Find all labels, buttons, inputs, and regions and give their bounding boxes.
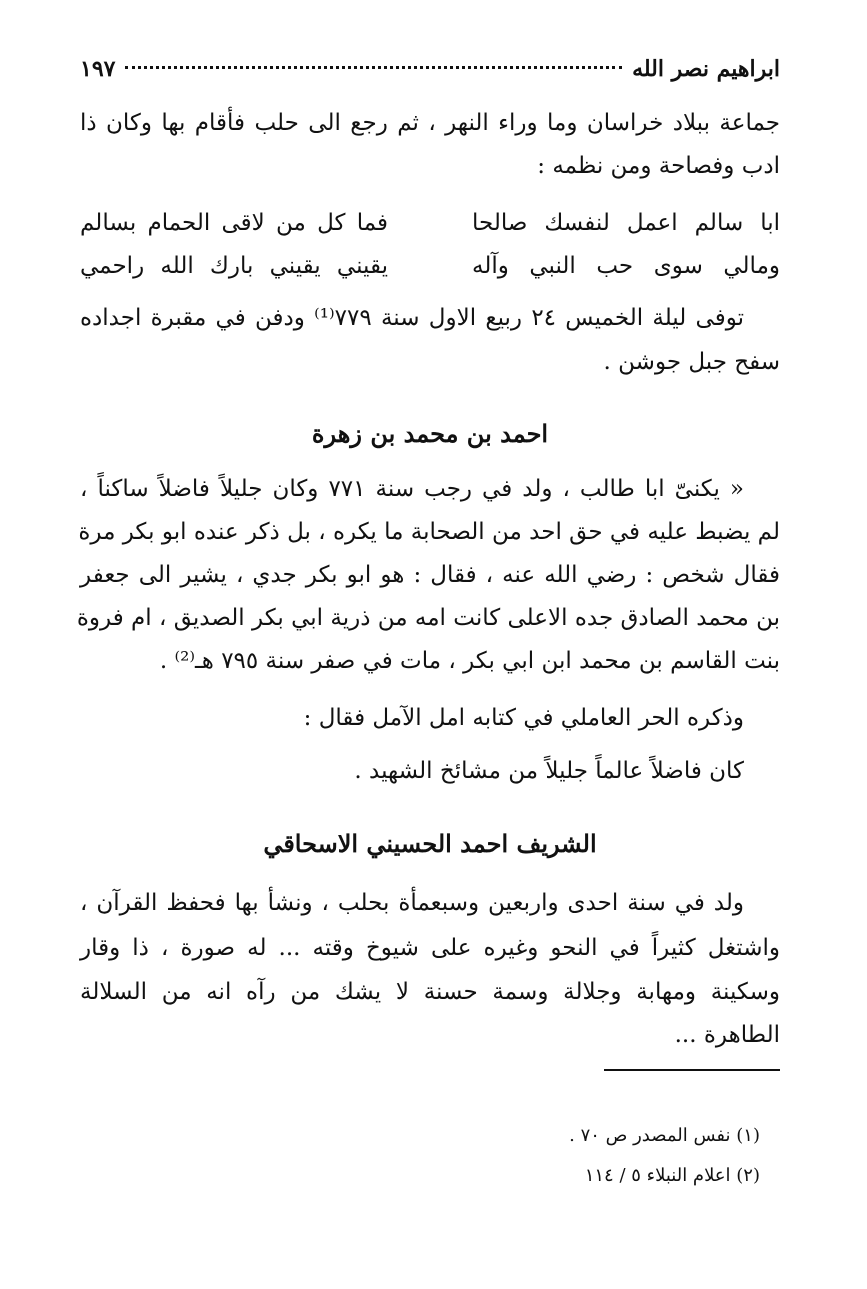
entry-heading: احمد بن محمد بن زهرة	[311, 419, 549, 448]
page-number: ١٩٧	[80, 56, 116, 82]
verse-second-hemistich: يقيني يقيني بارك الله راحمي	[80, 253, 388, 279]
verse-first-hemistich: ابا سالم اعمل لنفسك صالحا	[472, 210, 780, 236]
verse-second-hemistich: فما كل من لاقى الحمام بسالم	[80, 210, 388, 236]
paragraph-line: ولد في سنة احدى واربعين وسبعمأة بحلب ، ونشأ بها فحفظ القرآن ،	[80, 890, 744, 916]
paragraph-line: بنت القاسم بن محمد ابن ابي بكر ، مات في صفر سنة ٧٩٥ هـ⁽²⁾ .	[159, 648, 780, 674]
paragraph-line: الطاهرة ...	[674, 1022, 780, 1048]
paragraph-line: توفى ليلة الخميس ٢٤ ربيع الاول سنة ٧٧٩⁽¹⁾ ودفن في مقبرة اجداده	[80, 305, 744, 331]
paragraph-line: « يكنىّ ابا طالب ، ولد في رجب سنة ٧٧١ وكان جليلاً فاضلاً ساكناً ،	[80, 476, 744, 502]
paragraph-line: بن محمد الصادق جده الاعلى كانت امه من ذرية ابي بكر الصديق ، ام فروة	[76, 605, 780, 631]
paragraph-line: جماعة ببلاد خراسان وما وراء النهر ، ثم رجع الى حلب فأقام بها وكان ذا	[80, 110, 780, 136]
dotted-leader	[125, 66, 622, 69]
paragraph-line: ادب وفصاحة ومن نظمه :	[537, 153, 780, 179]
footnote-separator	[604, 1069, 780, 1071]
footnote: (٢) اعلام النبلاء ٥ / ١١٤	[584, 1165, 760, 1186]
source-line: كان فاضلاً عالماً جليلاً من مشائخ الشهيد .	[354, 758, 744, 784]
paragraph-line: سفح جبل جوشن .	[603, 349, 780, 375]
poem-verse	[80, 208, 780, 238]
entry-heading: الشريف احمد الحسيني الاسحاقي	[263, 829, 597, 858]
running-title: ابراهيم نصر الله	[632, 56, 780, 82]
page-header	[80, 56, 780, 90]
paragraph-line: واشتغل كثيراً في النحو وغيره على شيوخ وقته ... له صورة ، ذا وقار	[80, 935, 780, 961]
poem-verse	[80, 251, 780, 281]
verse-first-hemistich: ومالي سوى حب النبي وآله	[472, 253, 780, 279]
paragraph-line: وسكينة ومهابة وجلالة وسمة حسنة لا يشك من رآه انه من السلالة	[80, 979, 780, 1005]
source-line: وذكره الحر العاملي في كتابه امل الآمل فقال :	[303, 705, 744, 731]
footnote: (١) نفس المصدر ص ٧٠ .	[569, 1125, 760, 1146]
paragraph-line: لم يضبط عليه في حق احد من الصحابة ما يكره ، بل ذكر عنده ابو بكر مرة	[78, 519, 780, 545]
paragraph-line: فقال شخص : رضي الله عنه ، فقال : هو ابو بكر جدي ، يشير الى جعفر	[80, 562, 780, 588]
